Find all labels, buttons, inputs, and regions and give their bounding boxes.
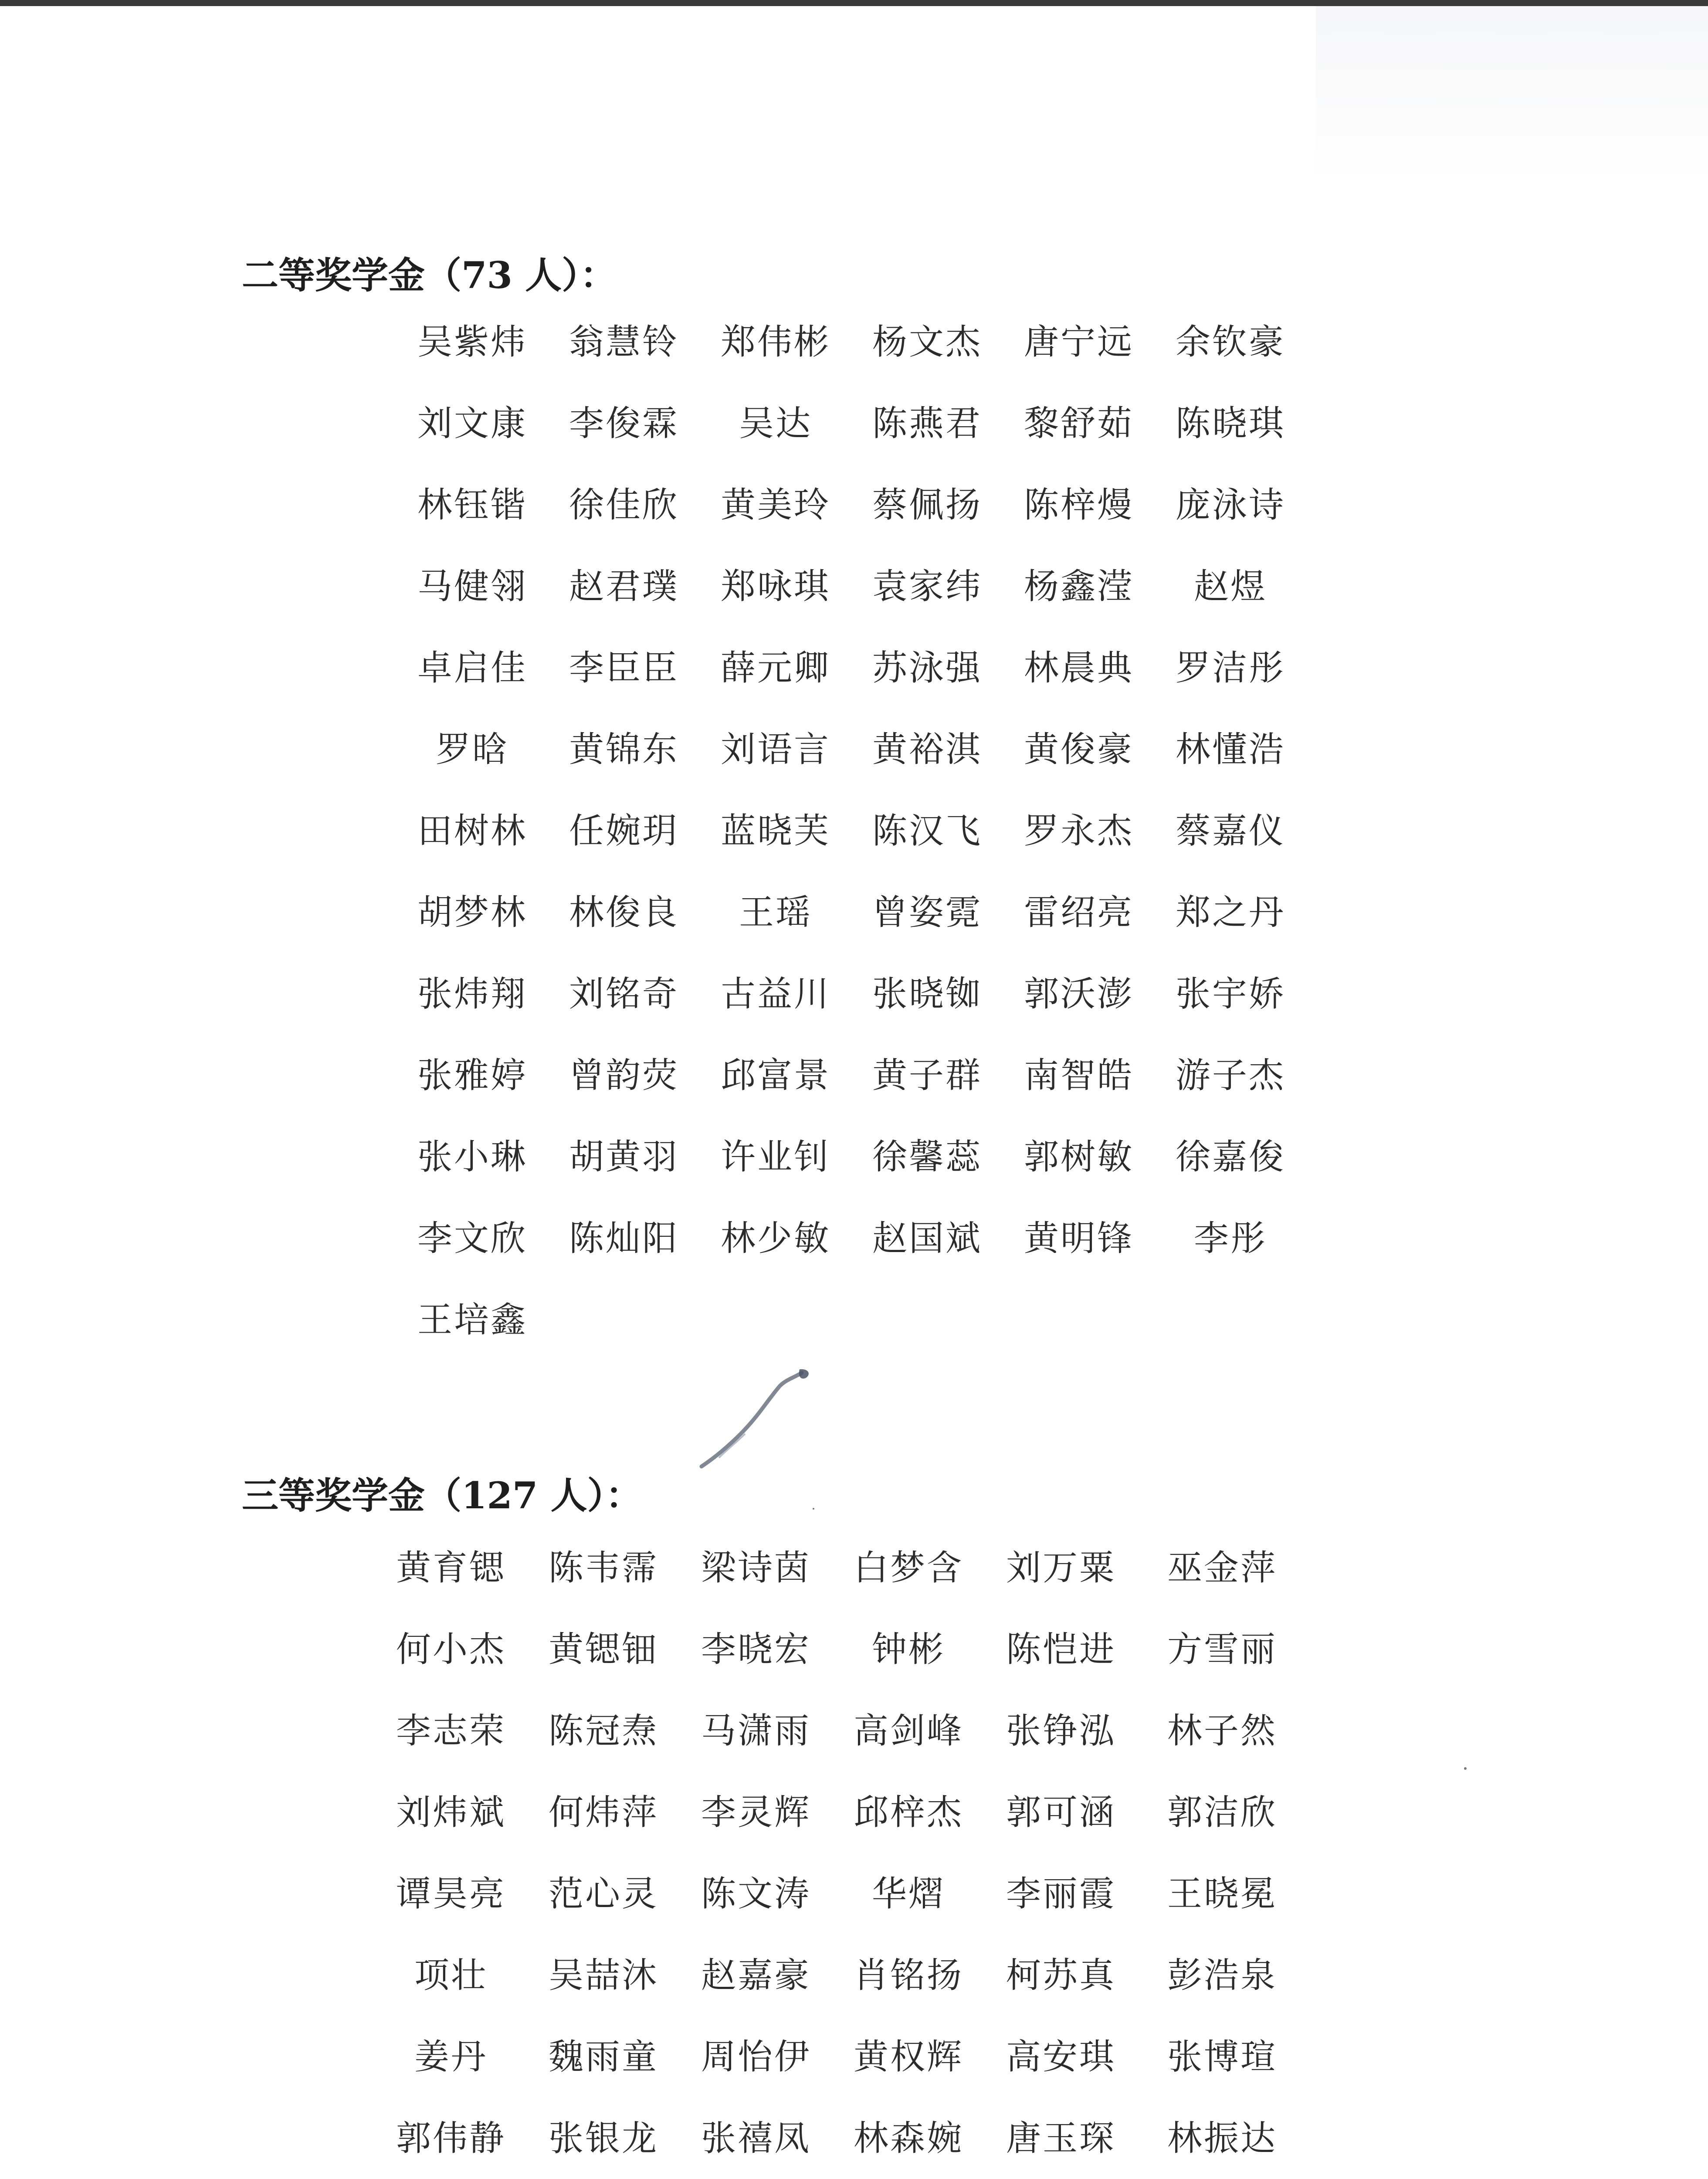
scan-speck bbox=[1464, 1767, 1467, 1770]
student-name: 姜丹 bbox=[414, 2036, 488, 2077]
student-name: 林懂浩 bbox=[1176, 729, 1285, 770]
student-name: 陈恺进 bbox=[1006, 1629, 1116, 1670]
ink-mark bbox=[693, 1360, 824, 1473]
student-name: 钟彬 bbox=[872, 1629, 945, 1670]
student-name: 何小杰 bbox=[396, 1629, 506, 1670]
student-name: 徐馨蕊 bbox=[872, 1137, 982, 1177]
student-name: 任婉玥 bbox=[569, 811, 679, 851]
student-name: 刘万粟 bbox=[1006, 1548, 1116, 1588]
student-name: 蔡佩扬 bbox=[872, 485, 982, 525]
student-name: 田树林 bbox=[417, 811, 527, 851]
scan-shadow bbox=[1316, 6, 1708, 180]
student-name: 罗洁彤 bbox=[1176, 648, 1285, 688]
student-name: 高剑峰 bbox=[854, 1711, 963, 1751]
student-name: 马健翎 bbox=[417, 566, 527, 607]
student-name: 刘语言 bbox=[721, 729, 830, 770]
student-name: 郑伟彬 bbox=[721, 322, 830, 362]
student-name: 陈梓熳 bbox=[1024, 485, 1134, 525]
student-name: 赵国斌 bbox=[872, 1218, 982, 1259]
student-name: 曾姿霓 bbox=[872, 892, 982, 933]
student-name: 何炜萍 bbox=[549, 1792, 658, 1833]
student-name: 黄裕淇 bbox=[872, 729, 982, 770]
student-name: 雷绍亮 bbox=[1024, 892, 1134, 933]
student-name: 胡黄羽 bbox=[569, 1137, 679, 1177]
student-name: 项壮 bbox=[414, 1955, 488, 1996]
student-name: 赵君璞 bbox=[569, 566, 679, 607]
student-name: 李俊霖 bbox=[569, 403, 679, 444]
student-name: 华熠 bbox=[872, 1874, 945, 1914]
student-name: 黄美玲 bbox=[721, 485, 830, 525]
student-name: 李志荣 bbox=[396, 1711, 506, 1751]
student-name: 张炜翔 bbox=[417, 974, 527, 1014]
student-name: 柯苏真 bbox=[1006, 1955, 1116, 1996]
student-name: 徐嘉俊 bbox=[1176, 1137, 1285, 1177]
student-name: 方雪丽 bbox=[1167, 1629, 1277, 1670]
student-name: 黄育锶 bbox=[396, 1548, 506, 1588]
student-name: 李晓宏 bbox=[701, 1629, 811, 1670]
student-name: 李文欣 bbox=[417, 1218, 527, 1259]
student-name: 刘文康 bbox=[417, 403, 527, 444]
student-name: 范心灵 bbox=[549, 1874, 658, 1914]
student-name: 杨文杰 bbox=[872, 322, 982, 362]
student-name: 游子杰 bbox=[1176, 1055, 1285, 1096]
student-name: 高安琪 bbox=[1006, 2036, 1116, 2077]
student-name: 郭洁欣 bbox=[1167, 1792, 1277, 1833]
student-name: 陈冠焘 bbox=[549, 1711, 658, 1751]
student-name: 胡梦林 bbox=[417, 892, 527, 933]
student-name: 蓝晓芙 bbox=[721, 811, 830, 851]
student-name: 余钦豪 bbox=[1176, 322, 1285, 362]
student-name: 黄明锋 bbox=[1024, 1218, 1134, 1259]
student-name: 林钰锴 bbox=[417, 485, 527, 525]
student-name: 郭伟静 bbox=[396, 2118, 506, 2159]
student-name: 翁慧铃 bbox=[569, 322, 679, 362]
student-name: 郑咏琪 bbox=[721, 566, 830, 607]
student-name: 吴紫炜 bbox=[417, 322, 527, 362]
student-name: 周怡伊 bbox=[701, 2036, 811, 2077]
student-name: 张银龙 bbox=[549, 2118, 658, 2159]
student-name: 李彤 bbox=[1194, 1218, 1267, 1259]
student-name: 陈汉飞 bbox=[872, 811, 982, 851]
student-name: 魏雨童 bbox=[549, 2036, 658, 2077]
student-name: 唐玉琛 bbox=[1006, 2118, 1116, 2159]
third-prize-heading: 三等奖学金（127 人）： bbox=[242, 1474, 642, 1517]
student-name: 巫金萍 bbox=[1167, 1548, 1277, 1588]
student-name: 李灵辉 bbox=[701, 1792, 811, 1833]
student-name: 郭可涵 bbox=[1006, 1792, 1116, 1833]
student-name: 梁诗茵 bbox=[701, 1548, 811, 1588]
student-name: 郭树敏 bbox=[1024, 1137, 1134, 1177]
third-prize-name-list bbox=[375, 1548, 1307, 2179]
student-name: 陈韦霈 bbox=[549, 1548, 658, 1588]
student-name: 袁家纬 bbox=[872, 566, 982, 607]
student-name: 黄子群 bbox=[872, 1055, 982, 1096]
student-name: 肖铭扬 bbox=[854, 1955, 963, 1996]
student-name: 马潇雨 bbox=[701, 1711, 811, 1751]
student-name: 苏泳强 bbox=[872, 648, 982, 688]
student-name: 张铮泓 bbox=[1006, 1711, 1116, 1751]
student-name: 黎舒茹 bbox=[1024, 403, 1134, 444]
student-name: 黄权辉 bbox=[854, 2036, 963, 2077]
student-name: 张雅婷 bbox=[417, 1055, 527, 1096]
second-prize-heading: 二等奖学金（73 人）： bbox=[242, 254, 617, 297]
student-name: 林晨典 bbox=[1024, 648, 1134, 688]
student-name: 薛元卿 bbox=[721, 648, 830, 688]
student-name: 张小琳 bbox=[417, 1137, 527, 1177]
student-name: 陈燕君 bbox=[872, 403, 982, 444]
student-name: 杨鑫滢 bbox=[1024, 566, 1134, 607]
scan-top-edge bbox=[0, 0, 1708, 6]
student-name: 许业钊 bbox=[721, 1137, 830, 1177]
student-name: 张晓铷 bbox=[872, 974, 982, 1014]
student-name: 陈文涛 bbox=[701, 1874, 811, 1914]
student-name: 王瑶 bbox=[739, 892, 812, 933]
student-name: 曾韵荧 bbox=[569, 1055, 679, 1096]
student-name: 黄俊豪 bbox=[1024, 729, 1134, 770]
student-name: 陈灿阳 bbox=[569, 1218, 679, 1259]
second-prize-name-list bbox=[396, 322, 1306, 1384]
student-name: 黄锶钿 bbox=[549, 1629, 658, 1670]
student-name: 赵煜 bbox=[1194, 566, 1267, 607]
student-name: 庞泳诗 bbox=[1176, 485, 1285, 525]
student-name: 邱梓杰 bbox=[854, 1792, 963, 1833]
student-name: 蔡嘉仪 bbox=[1176, 811, 1285, 851]
student-name: 张博瑄 bbox=[1167, 2036, 1277, 2077]
student-name: 王培鑫 bbox=[417, 1300, 527, 1340]
student-name: 赵嘉豪 bbox=[701, 1955, 811, 1996]
student-name: 林俊良 bbox=[569, 892, 679, 933]
student-name: 林振达 bbox=[1167, 2118, 1277, 2159]
student-name: 南智皓 bbox=[1024, 1055, 1134, 1096]
student-name: 黄锦东 bbox=[569, 729, 679, 770]
student-name: 陈晓琪 bbox=[1176, 403, 1285, 444]
student-name: 卓启佳 bbox=[417, 648, 527, 688]
student-name: 张宇娇 bbox=[1176, 974, 1285, 1014]
student-name: 林森婉 bbox=[854, 2118, 963, 2159]
student-name: 徐佳欣 bbox=[569, 485, 679, 525]
student-name: 罗永杰 bbox=[1024, 811, 1134, 851]
student-name: 彭浩泉 bbox=[1167, 1955, 1277, 1996]
student-name: 刘炜斌 bbox=[396, 1792, 506, 1833]
student-name: 林子然 bbox=[1167, 1711, 1277, 1751]
student-name: 唐宁远 bbox=[1024, 322, 1134, 362]
student-name: 郭沃澎 bbox=[1024, 974, 1134, 1014]
student-name: 吴喆沐 bbox=[549, 1955, 658, 1996]
student-name: 郑之丹 bbox=[1176, 892, 1285, 933]
student-name: 古益川 bbox=[721, 974, 830, 1014]
scan-speck bbox=[813, 1508, 814, 1510]
student-name: 谭昊亮 bbox=[396, 1874, 506, 1914]
student-name: 邱富景 bbox=[721, 1055, 830, 1096]
student-name: 李臣臣 bbox=[569, 648, 679, 688]
student-name: 吴达 bbox=[739, 403, 812, 444]
student-name: 李丽霞 bbox=[1006, 1874, 1116, 1914]
student-name: 白梦含 bbox=[854, 1548, 963, 1588]
student-name: 王晓冕 bbox=[1167, 1874, 1277, 1914]
student-name: 张禧凤 bbox=[701, 2118, 811, 2159]
student-name: 林少敏 bbox=[721, 1218, 830, 1259]
student-name: 刘铭奇 bbox=[569, 974, 679, 1014]
student-name: 罗晗 bbox=[436, 729, 509, 770]
